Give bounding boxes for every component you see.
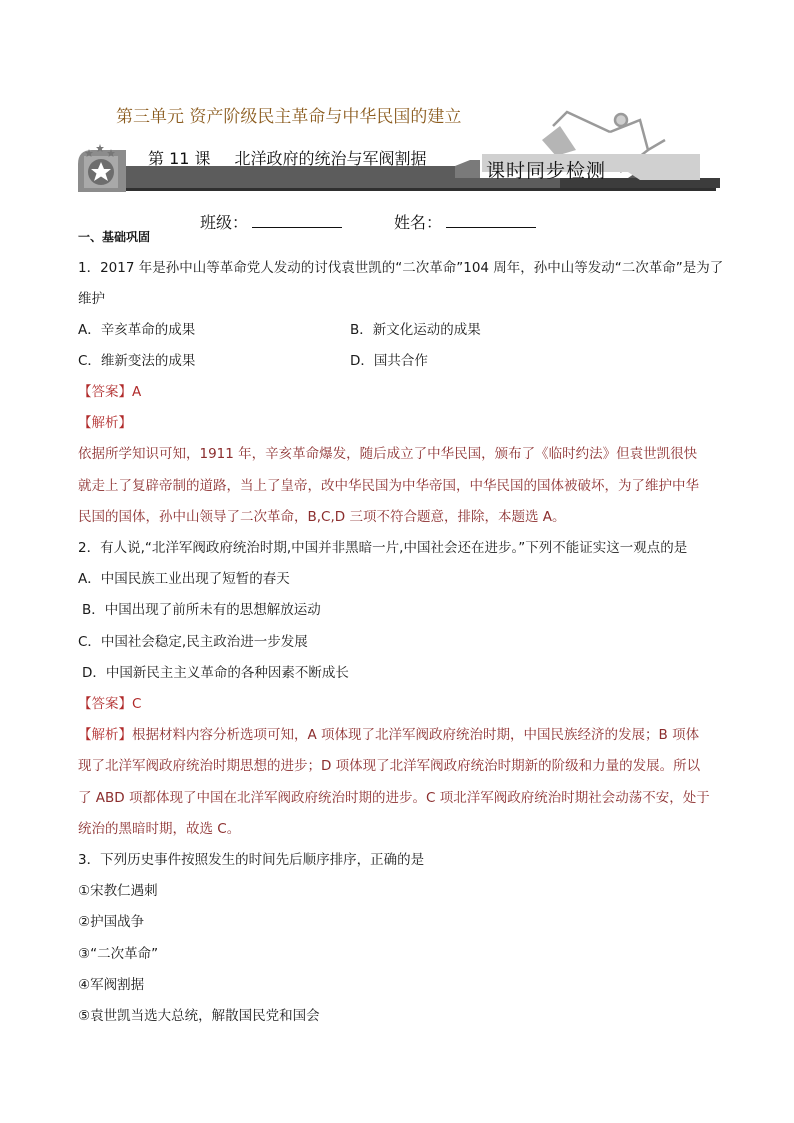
lamp-shade-icon	[542, 126, 576, 156]
lesson-title	[148, 146, 427, 169]
q1-stem: 1．2017 年是孙中山等革命党人发动的讨伐袁世凯的“二次革命”104 周年，孙中山等发动“二次革命”是为了	[78, 260, 724, 276]
q1-answer	[78, 383, 141, 401]
q1-analysis-line-3: 民国的国体，孙中山领导了二次革命，B,C,D 三项不符合题意，排除，本题选 A。	[78, 509, 566, 525]
name-field[interactable]	[394, 210, 536, 233]
header-decoration	[0, 0, 794, 200]
q3-stem: 3．下列历史事件按照发生的时间先后顺序排序，正确的是	[78, 852, 425, 868]
q2-answer	[78, 695, 141, 713]
q1-option-a: A．辛亥革命的成果	[78, 322, 196, 338]
q1-option-d: D．国共合作	[350, 353, 428, 369]
q1-answer-label: 【答案】	[78, 384, 132, 400]
name-blank[interactable]	[446, 213, 536, 228]
q3-item-2: ②护国战争	[78, 914, 145, 930]
lesson-name: 北洋政府的统治与军阀割据	[234, 149, 427, 168]
q3-item-5: ⑤袁世凯当选大总统，解散国民党和国会	[78, 1008, 320, 1024]
q1-analysis-label: 【解析】	[78, 415, 132, 431]
q1-stem-cont: 维护	[78, 291, 105, 307]
q2-option-d: D．中国新民主主义革命的各种因素不断成长	[82, 665, 349, 681]
q2-answer-value: C	[132, 696, 142, 712]
q1-option-b: B．新文化运动的成果	[350, 322, 481, 338]
q2-analysis-line-4: 统治的黑暗时期，故选 C。	[78, 821, 241, 837]
class-label: 班级：	[200, 213, 249, 232]
q1-option-c: C．维新变法的成果	[78, 353, 196, 369]
q2-option-c: C．中国社会稳定,民主政治进一步发展	[78, 634, 308, 650]
q2-analysis-line-3: 了 ABD 项都体现了中国在北洋军阀政府统治时期的进步。C 项北洋军阀政府统治时期社会动荡不安，处于	[78, 790, 710, 806]
q2-analysis-label: 【解析】	[78, 727, 132, 743]
sync-test-badge: 课时同步检测	[486, 160, 607, 182]
q2-analysis-text-1: 根据材料内容分析选项可知，A 项体现了北洋军阀政府统治时期，中国民族经济的发展；B 项体	[132, 727, 700, 743]
q2-analysis-line-2: 现了北洋军阀政府统治时期思想的进步；D 项体现了北洋军阀政府统治时期新的阶级和力量的发展。所以	[78, 758, 701, 774]
unit-title: 第三单元 资产阶级民主革命与中华民国的建立	[116, 107, 462, 127]
q3-item-4: ④军阀割据	[78, 977, 145, 993]
class-field[interactable]	[200, 210, 342, 233]
class-blank[interactable]	[252, 213, 342, 228]
lesson-number: 第 11 课	[148, 149, 211, 168]
q3-item-3: ③“二次革命”	[78, 946, 159, 962]
q2-stem: 2．有人说,“北洋军阀政府统治时期,中国并非黑暗一片,中国社会还在进步。”下列不能证实这一观点的是	[78, 540, 688, 556]
q2-option-b: B．中国出现了前所未有的思想解放运动	[82, 602, 321, 618]
q2-option-a: A．中国民族工业出现了短暂的春天	[78, 571, 290, 587]
q1-answer-value: A	[132, 384, 142, 400]
q2-analysis-line-1	[78, 726, 699, 744]
q1-analysis-line-1: 依据所学知识可知，1911 年，辛亥革命爆发，随后成立了中华民国，颁布了《临时约法》但袁世凯很快	[78, 446, 698, 462]
section-heading: 一、基础巩固	[78, 230, 151, 244]
q2-answer-label: 【答案】	[78, 696, 132, 712]
q1-analysis-line-2: 就走上了复辟帝制的道路，当上了皇帝，改中华民国为中华帝国，中华民国的国体被破坏，为了维护中华	[78, 478, 699, 494]
star-badge-icon	[78, 144, 126, 192]
q3-item-1: ①宋教仁遇刺	[78, 883, 158, 899]
name-label: 姓名：	[394, 213, 443, 232]
